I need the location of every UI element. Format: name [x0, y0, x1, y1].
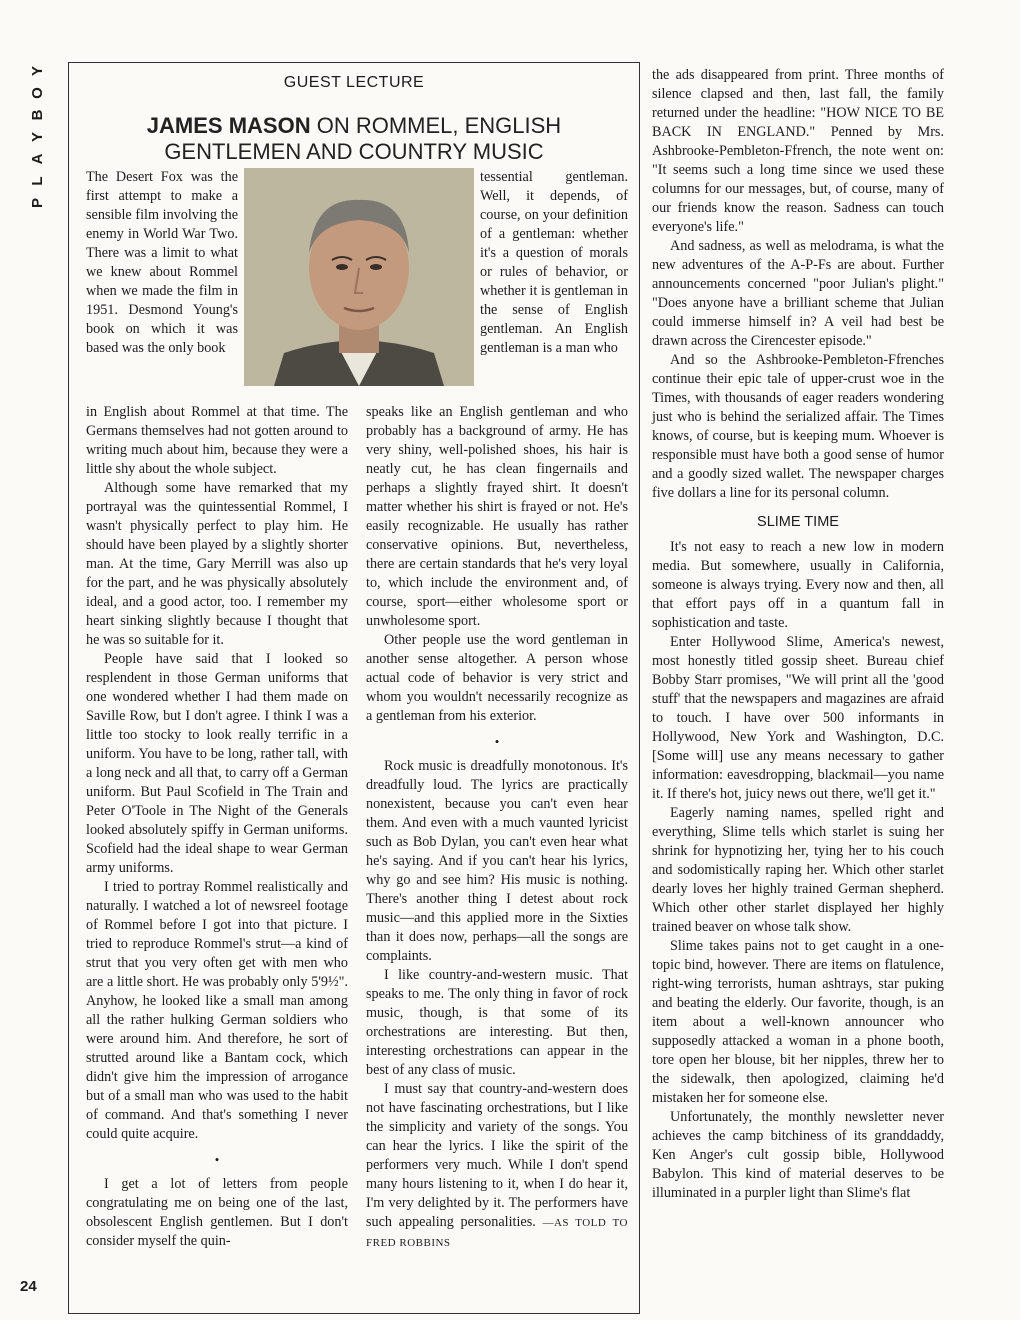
paragraph: People have said that I looked so resplendent in those German uniforms that one wondered whether I had them made on Saville Row, but I don't agree. I think I was a little too stocky to look really terrific in a uniform. You have to be long, rather tall, with a long neck and all that, to carry off a German uniform. But Paul Scofield in The Train and Peter O'Toole in The Night of the Generals looked absolutely spiffy in German uniforms. Scofield had the ideal shape to wear German army uniforms. [86, 651, 348, 876]
vertical-letter: B [29, 109, 46, 121]
paragraph-text: I must say that country-and-western does not have fascinating orchestrations, but I like the simplicity and variety of the songs. You can hear the lyrics. I like the spirit of the performers very much. While I don't spend many hours listening to it, when I do hear it, I'm very delighted by it. The performers have such appealing personalities. [366, 1081, 628, 1230]
paragraph: And so the Ashbrooke-Pembleton-Ffrenches continue their epic tale of upper-crust woe in the Times, with thousands of eager readers wondering just who is behind the serialized affair. The Times knows, of course, but is keeping mum. Whoever is responsible must have both a good sense of humor and a goodly sized wallet. The newspaper charges five dollars a line for its personal column. [652, 352, 944, 501]
section-bullet: • [494, 734, 500, 749]
paragraph: I tried to portray Rommel realistically and naturally. I watched a lot of newsreel footage of Rommel before I got into that picture. I tried to reproduce Rommel's strut—a kind of strut that you very often get with men who are a little short. He was probably only 5'9½". Anyhow, he looked like a small man among all the rather hulking German soldiers who were around him. And therefore, he sort of strutted around like a Bantam cock, which didn't give him the impression of arrogance but of a small man who was used to the habit of command. And that's something I never could quite acquire. [86, 879, 348, 1142]
vertical-letter: O [29, 87, 46, 99]
paragraph: Rock music is dreadfully monotonous. It's dreadfully loud. The lyrics are practically nonexistent, because you can't even hear them. And even with a much vaunted lyricist such as Bob Dylan, you can't even hear what he's saying. And if you can't hear his lyrics, why go and see him? His music is nothing. There's another thing I detest about rock music—and this applied more in the Sixties than it does now, perhaps—all the songs are complaints. [366, 758, 628, 964]
section-kicker: GUEST LECTURE [283, 74, 425, 91]
intro-left-paragraph: The Desert Fox was the first attempt to make a sensible film involving the enemy in World War Two. There was a limit to what we knew about Rommel when we made the film in 1951. Desmond Young's book on which it was based was the only book [86, 169, 238, 356]
portrait-photo [244, 168, 474, 386]
intro-right-text [480, 168, 628, 358]
magazine-vertical-title [28, 60, 48, 220]
paragraph: Unfortunately, the monthly newsletter never achieves the camp bitchiness of its granddaddy, Ken Anger's cult gossip bible, Hollywood Babylon. This kind of material deserves to be illuminated in a purpler light than Slime's flat [652, 1109, 944, 1201]
vertical-letter: A [29, 153, 46, 165]
subhead-slime-time: SLIME TIME [757, 514, 839, 530]
paragraph: Slime takes pains not to get caught in a one-topic bind, however. There are items on flatulence, right-wing terrorists, human ashtrays, star puking and beating the elderly. Our favorite, though, is an item about a well-known announcer who supposedly attacked a woman in a phone booth, tore open her blouse, bit her nipples, threw her to the sidewalk, then apologized, claiming he'd mistaken her for someone else. [652, 938, 944, 1106]
article-headline [90, 113, 618, 165]
vertical-letter: Y [29, 132, 46, 143]
paragraph: And sadness, as well as melodrama, is what the new adventures of the A-P-Fs are about. Further announcements concerned "poor Julian's plight." "Does anyone have a brilliant scheme that Julian could immerse himself in? A veil had best be drawn across the Cirencester episode." [652, 238, 944, 349]
section-bullet: • [214, 1152, 220, 1167]
paragraph: Eagerly naming names, spelled right and everything, Slime tells which starlet is suing her shrink for hypnotizing her, tying her to his couch and sodomistically raping her. Which other starlet dearly loves her highly trained German shepherd. Which other other starlet displayed her highly trained beaver on whose talk show. [652, 805, 944, 935]
paragraph: I like country-and-western music. That speaks to me. The only thing in favor of rock music, though, is that some of its orchestrations are interesting. But then, interesting orchestrations can appear in the best of any class of music. [366, 967, 628, 1078]
headline-bold: JAMES MASON [146, 113, 311, 138]
paragraph: in English about Rommel at that time. The Germans themselves had not gotten around to writing much about him, because they were a little shy about the whole subject. [86, 404, 348, 477]
lecture-column-2 [366, 403, 628, 1253]
paragraph: I get a lot of letters from people congratulating me on being one of the last, obsolescent English gentlemen. But I don't consider myself the quin- [86, 1176, 348, 1249]
paragraph: speaks like an English gentleman and who probably has a background of army. He has very shiny, well-polished shoes, his hair is neatly cut, he has clean fingernails and perhaps a slightly frayed shirt. It doesn't matter whether his shirt is frayed or not. He's easily recognizable. He usually has rather conservative opinions. But, nevertheless, there are certain standards that he's very loyal to, which include the environment and, of course, sport—either wholesome sport or unwholesome sport. [366, 404, 628, 629]
paragraph: the ads disappeared from print. Three months of silence clapsed and then, last fall, the family returned under the headline: "HOW NICE TO BE BACK IN ENGLAND." Penned by Mrs. Ashbrooke-Pembleton-Ffrench, the note went on: "It seems such a long time since we used these columns for our messages, but, of course, many of our friends know the reason. Sadness can touch everyone's life." [652, 67, 944, 235]
paragraph: Although some have remarked that my portrayal was the quintessential Rommel, I wasn't physically perfect to play him. He should have been played by a slightly shorter man. At the time, Gary Merrill was also up for the part, and he was physically absolutely ideal, and a good actor, too. I remember my heart sinking slightly because I thought that he was so suitable for it. [86, 480, 348, 648]
headline-line-1: ON ROMMEL, ENGLISH [310, 113, 562, 138]
headline-line-2: GENTLEMEN AND COUNTRY MUSIC [164, 139, 544, 164]
page-number: 24 [20, 1278, 37, 1295]
intro-left-text [86, 168, 238, 358]
vertical-letter: P [29, 198, 46, 209]
intro-right-paragraph: tessential gentleman. Well, it depends, of course, on your definition of a gentleman: whether it's a question of morals or rules of behavior, or whether it is gentleman in the sense of English gentleman. An English gentleman is a man who [480, 169, 628, 356]
lecture-column-1 [86, 403, 348, 1251]
article-credit: —AS TOLD TO FRED ROBBINS [366, 1217, 628, 1249]
paragraph [366, 1080, 628, 1253]
paragraph: It's not easy to reach a new low in modern media. But somewhere, usually in California, someone is always trying. Every now and then, all that effort pays off in a quantum fall in sophistication and taste. [652, 539, 944, 631]
vertical-letter: Y [29, 66, 46, 77]
vertical-letter: L [29, 176, 46, 186]
column-3 [652, 66, 944, 1203]
paragraph: Other people use the word gentleman in another sense altogether. A person whose actual code of behavior is very strict and whom you wouldn't necessarily recognize as a gentleman from his exterior. [366, 632, 628, 724]
paragraph: Enter Hollywood Slime, America's newest, most honestly titled gossip sheet. Bureau chief Bobby Starr promises, "We will print all the 'good stuff' that the newspapers and magazines are afraid to touch. I have over 500 informants in Hollywood, New York and Washington, D.C. [Some will] use any means necessary to gather information: eavesdropping, blackmail—you name it. If there's hot, juicy news out there, we'll get it." [652, 634, 944, 802]
